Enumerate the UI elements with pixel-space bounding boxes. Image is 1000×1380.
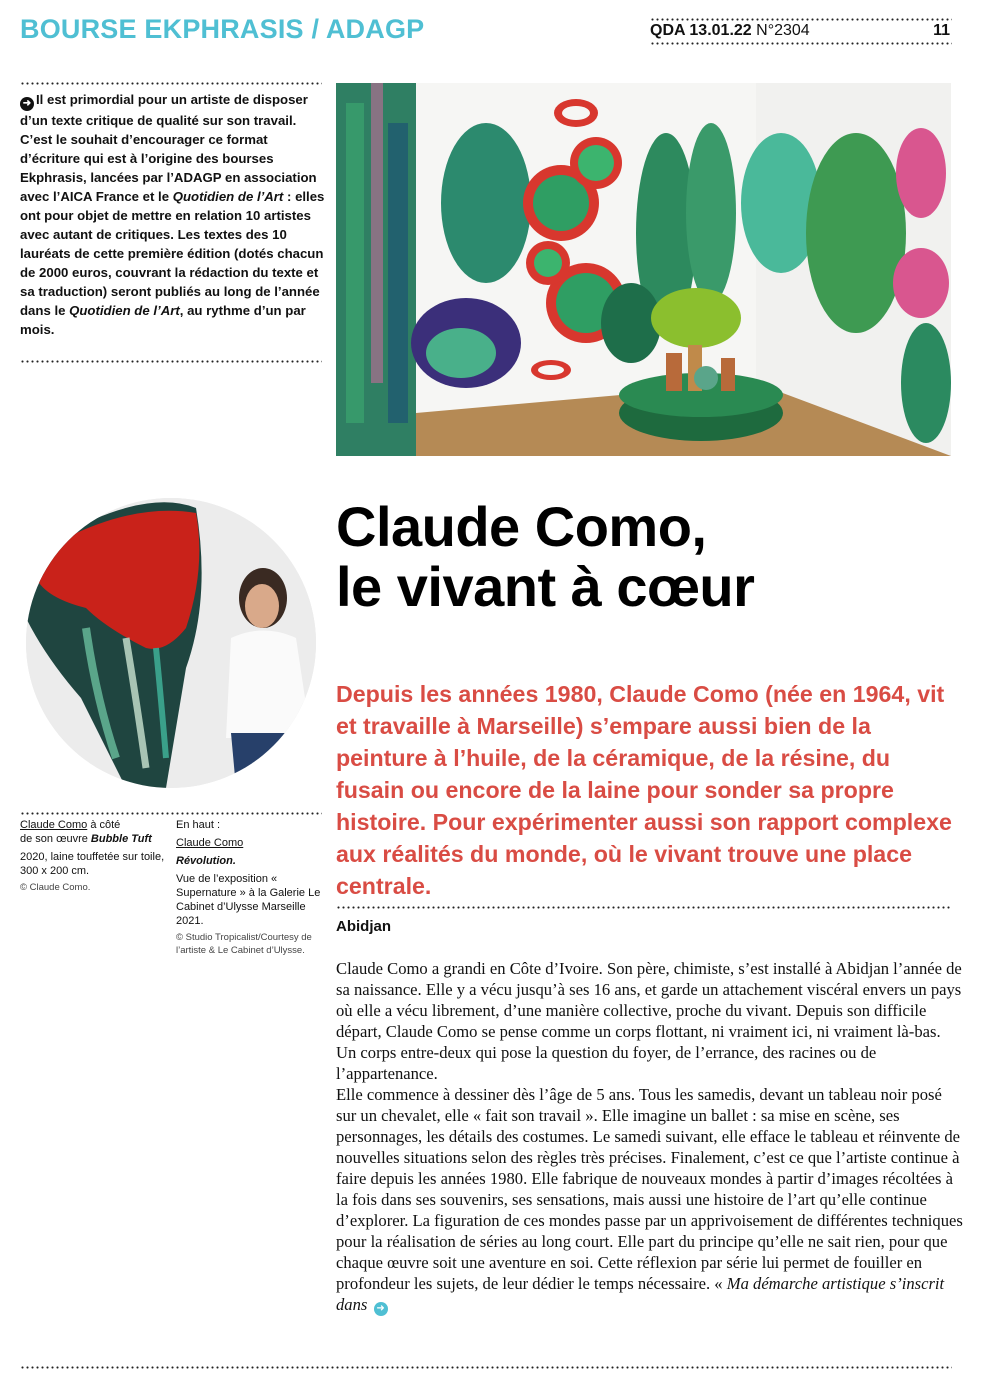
arrow-right-circle-icon: ➜	[20, 97, 34, 111]
section-title: BOURSE EKPHRASIS / ADAGP	[20, 14, 425, 44]
exhibition-caption-credit: © Studio Tropicalist/Courtesy de l’artiste & Le Cabinet d’Ulysse.	[176, 932, 312, 956]
portrait-illustration	[26, 498, 316, 788]
publication-date: QDA 13.01.22	[650, 22, 752, 39]
intro-divider-top	[20, 82, 322, 85]
portrait-caption-details: 2020, laine touffetée sur toile, 300 x 200 cm.	[20, 851, 165, 877]
header-divider-top	[650, 18, 952, 21]
article-subhead: Abidjan	[336, 918, 391, 935]
footer-divider	[20, 1366, 952, 1369]
exhibition-caption-details: Vue de l’exposition « Supernature » à la Galerie Le Cabinet d’Ulysse Marseille 2021.	[176, 873, 321, 927]
header-divider-bottom	[650, 42, 952, 45]
exhibition-photo	[336, 83, 951, 456]
work-title: Révolution.	[176, 855, 236, 867]
artist-portrait-photo	[26, 498, 316, 788]
portrait-caption: Claude Como à côté de son œuvre Bubble Tuft 2020, laine touffetée sur toile, 300 x 200 cm. © Claude Como.	[20, 818, 170, 895]
lead-divider	[336, 906, 952, 909]
article-lead: Depuis les années 1980, Claude Como (née en 1964, vit et travaille à Marseille) s’empare aussi bien de la peinture à l’huile, de la céramique, de la résine, du fusain ou encore de la laine pour sonder sa propre histoire. Pour expérimenter aussi son rapport complexe aux réalités du monde, où le vivant trouve une place centrale.	[336, 681, 952, 899]
artist-name-link[interactable]: Claude Como	[176, 837, 244, 849]
intro-divider-bottom	[20, 360, 322, 363]
exhibition-caption	[176, 818, 322, 957]
body-paragraph: Elle commence à dessiner dès l’âge de 5 ans. Tous les samedis, devant un tableau noir posé sur un chevalet, elle « fait son travail ». Elle imagine un ballet : sa mise en scène, ses personnages, les détails des costumes. Le samedi suivant, elle efface le tableau et réinvente de nouvelles situations selon des règles très précises. Finalement, c’est ce que l’artiste continue à faire depuis les années 1980. Elle fabrique de nouveaux mondes à partir d’images récoltées à la fois dans ses souvenirs, ses sensations, mais aussi une histoire de l’art qu’elle continue d’explorer. La figuration de ces mondes passe par un apprivoisement de différentes techniques pour la réalisation de séries au long court. Elle part du principe qu’elle ne sait rien, pour que chaque œuvre soit une aventure en soi. Cette réflexion par série lui permet de fouiller en profondeur les sujets, de leur dédier le temps nécessaire. « Ma démarche artistique s’inscrit dans ➜	[336, 1085, 963, 1314]
caption-divider	[20, 812, 322, 815]
artist-name-link[interactable]: Claude Como	[20, 819, 88, 831]
issue-info	[650, 22, 950, 42]
article-body	[336, 958, 964, 1316]
exhibition-illustration	[336, 83, 951, 456]
caption-label: En haut :	[176, 819, 221, 831]
body-paragraph: Claude Como a grandi en Côte d’Ivoire. Son père, chimiste, s’est installé à Abidjan l’année de sa naissance. Elle y a vécu jusqu’à ses 16 ans, et garde un attachement viscéral envers un pays où elle a vécu librement, d’une manière collective, proche du vivant. Depuis son difficile départ, Claude Como se pense comme un corps flottant, ni vraiment ici, ni vraiment là-bas. Un corps entre-deux qui pose la question du foyer, de l’errance, des racines ou de l’appartenance.	[336, 959, 962, 1083]
page-number: 11	[933, 22, 950, 39]
intro-text: ➜ Il est primordial pour un artiste de disposer d’un texte critique de qualité sur son travail. C’est le souhait d’encourager ce format d’écriture qui est à l’origine des bourses Ekphrasis, lancées par l’ADAGP en association avec l’AICA France et le Quotidien de l’Art : elles ont pour objet de mettre en relation 10 artistes avec autant de critiques. Les textes des 10 lauréats de cette première édition (dotés chacun de 2000 euros, couvrant la rédaction du texte et sa traduction) seront publiés au long de l’année dans le Quotidien de l’Art, au rythme d’un par mois.	[20, 92, 325, 337]
article-headline: Claude Como, le vivant à cœur	[336, 495, 755, 618]
issue-number: N°2304	[756, 22, 810, 39]
continue-arrow-icon[interactable]: ➜	[374, 1302, 388, 1316]
portrait-caption-credit: © Claude Como.	[20, 882, 91, 893]
